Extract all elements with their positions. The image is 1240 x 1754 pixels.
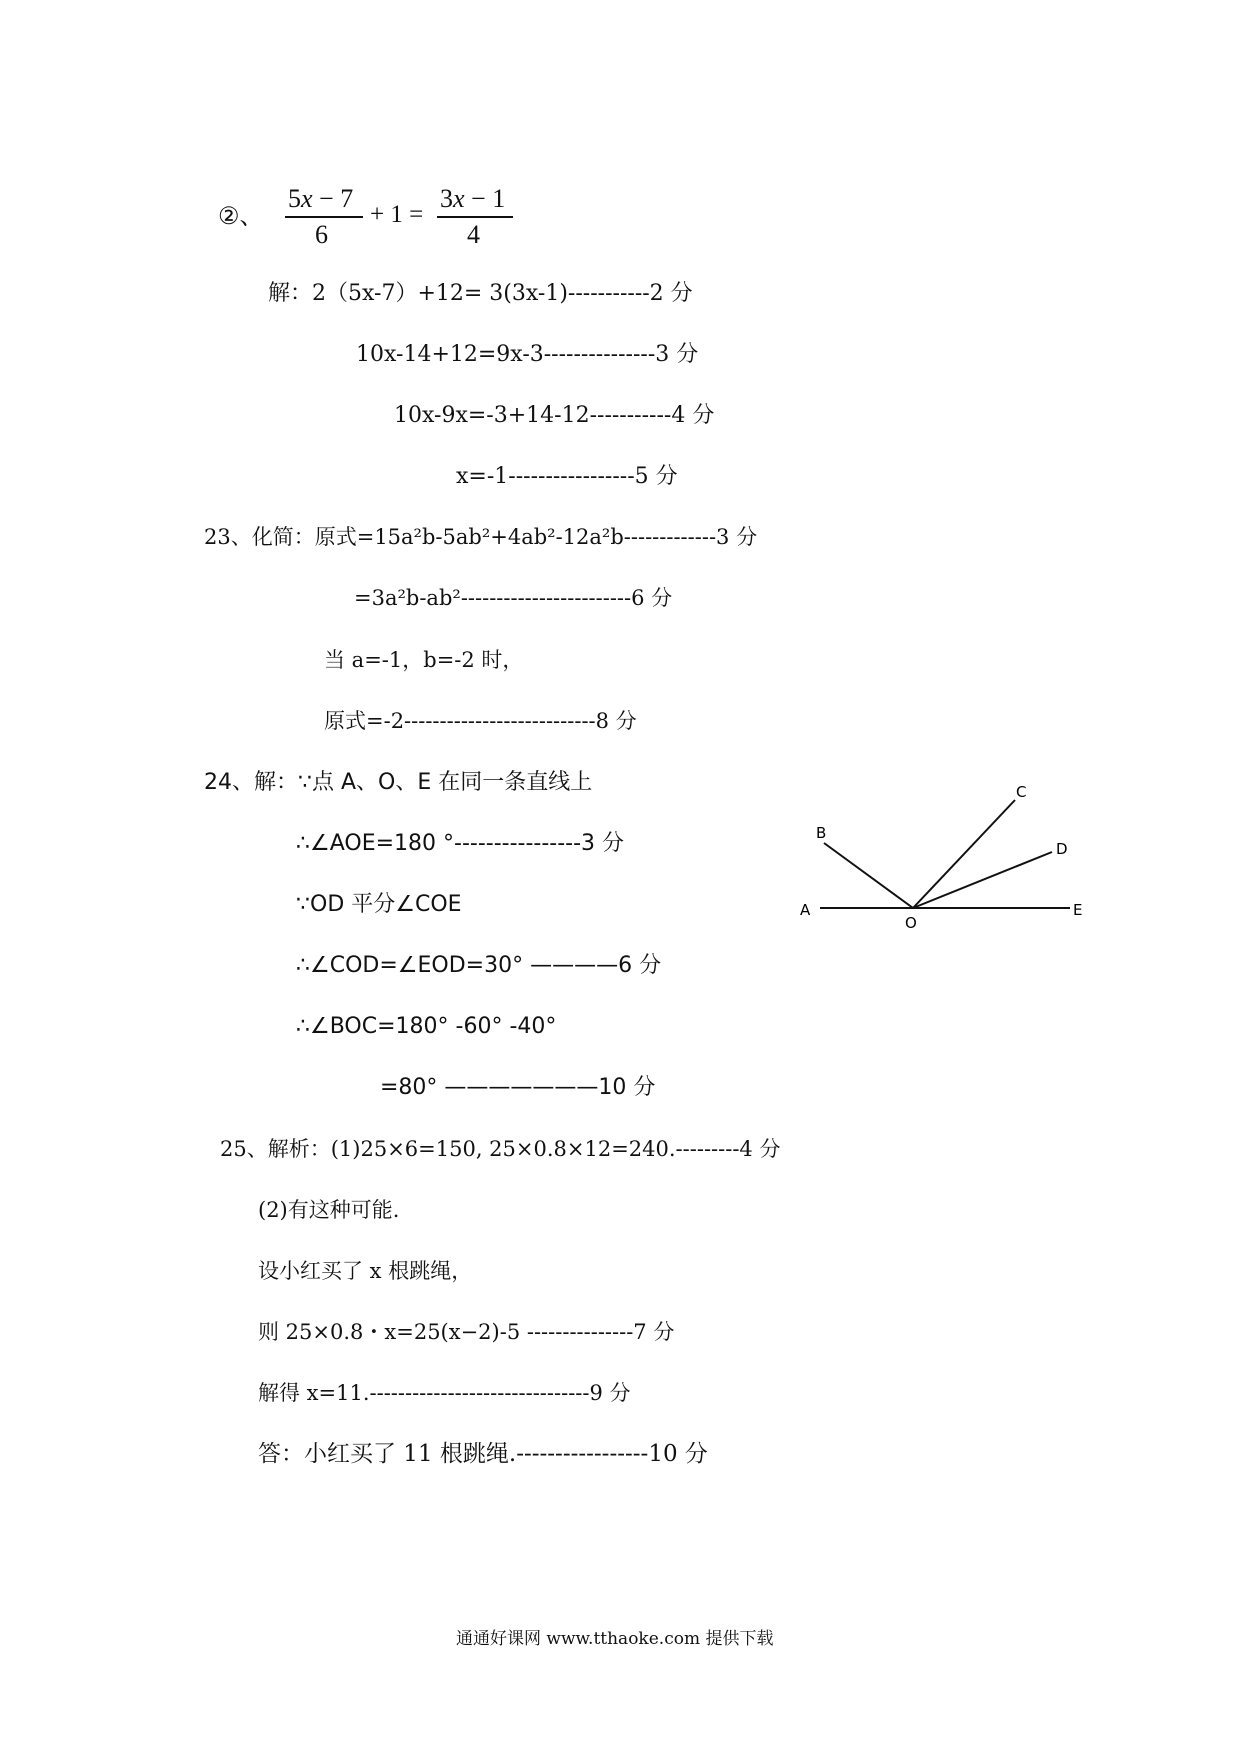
q24-line-3: ∵OD 平分∠COE <box>296 892 462 917</box>
label-D: D <box>1056 840 1068 858</box>
frac1-den: 6 <box>315 220 328 249</box>
q25-line-5: 解得 x=11.-------------------------------9 分 <box>258 1381 631 1405</box>
frac2-num-var: x <box>453 184 465 213</box>
q22b-step-3: 10x-9x=-3+14-12-----------4 分 <box>394 403 715 428</box>
ray-OD <box>913 852 1052 908</box>
frac2-num-a: 3 <box>440 184 453 213</box>
ray-OC <box>913 800 1015 908</box>
q23-line-4: 原式=-2---------------------------8 分 <box>324 709 637 733</box>
q22b-step-4: x=-1-----------------5 分 <box>456 464 678 489</box>
frac2-den: 4 <box>467 220 480 249</box>
q24-line-2: ∴∠AOE=180 °----------------3 分 <box>296 831 625 856</box>
q25-line-4: 则 25×0.8・x=25(x−2)-5 ---------------7 分 <box>258 1320 675 1344</box>
fraction-bar <box>437 216 513 218</box>
q25-line-2: (2)有这种可能. <box>258 1198 400 1222</box>
q24-line-5: ∴∠BOC=180° -60° -40° <box>296 1014 557 1039</box>
page-footer: 通通好课网 www.tthaoke.com 提供下载 <box>456 1629 774 1649</box>
frac1-num-a: 5 <box>288 184 301 213</box>
q25-line-6: 答：小红买了 11 根跳绳.-----------------10 分 <box>258 1441 708 1467</box>
q25-line-3: 设小红买了 x 根跳绳， <box>258 1259 473 1283</box>
frac2-num-b: − 1 <box>464 184 506 213</box>
frac1-num-b: − 7 <box>312 184 354 213</box>
label-A: A <box>800 901 811 919</box>
q22b-step-1: 解：2（5x-7）+12= 3(3x-1)-----------2 分 <box>268 281 693 306</box>
q23-line-3: 当 a=-1，b=-2 时， <box>324 648 524 672</box>
frac1-num-var: x <box>301 184 313 213</box>
fraction-bar <box>285 216 363 218</box>
label-B: B <box>816 824 827 842</box>
q24-line-1: 24、解：∵点 A、O、E 在同一条直线上 <box>204 770 593 795</box>
label-O: O <box>905 914 917 932</box>
ray-OB <box>824 843 913 908</box>
equation-plus-one: + 1 = <box>370 201 424 228</box>
q24-line-4: ∴∠COD=∠EOD=30° ————6 分 <box>296 953 662 978</box>
label-E: E <box>1073 901 1083 919</box>
q25-line-1: 25、解析：(1)25×6=150, 25×0.8×12=240.---------4 分 <box>220 1137 781 1161</box>
q22b-marker: ②、 <box>218 202 264 230</box>
q22b-step-2: 10x-14+12=9x-3---------------3 分 <box>356 342 699 367</box>
label-C: C <box>1016 783 1027 801</box>
angle-diagram <box>790 770 1100 950</box>
q23-line-1: 23、化简：原式=15a²b-5ab²+4ab²-12a²b-------------3 分 <box>204 525 758 549</box>
q24-line-6: =80° ———————10 分 <box>380 1075 656 1100</box>
equation-fraction-2 <box>437 184 517 249</box>
equation-fraction-1 <box>285 184 365 249</box>
q23-line-2: =3a²b-ab²------------------------6 分 <box>354 586 673 610</box>
